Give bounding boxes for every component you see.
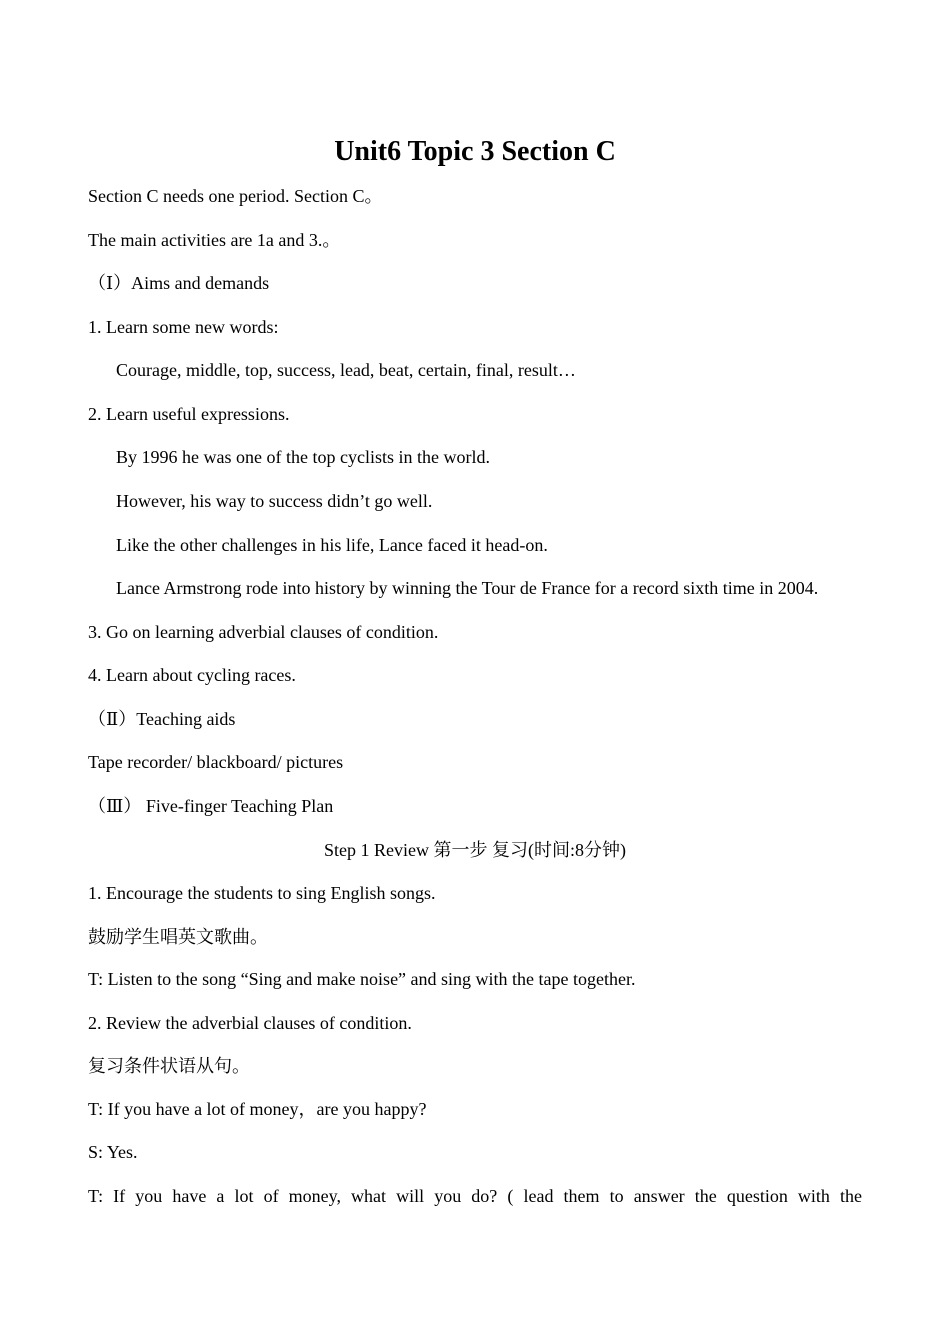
dialogue-line-teacher: T: Listen to the song “Sing and make noise” and sing with the tape together. bbox=[88, 969, 636, 989]
document-title: Unit6 Topic 3 Section C bbox=[334, 136, 616, 167]
list-item-expressions: 2. Learn useful expressions. bbox=[88, 404, 290, 424]
text-line-expression: However, his way to success didn’t go well. bbox=[116, 491, 433, 511]
dialogue-line-student: S: Yes. bbox=[88, 1142, 138, 1162]
list-item-new-words: 1. Learn some new words: bbox=[88, 317, 279, 337]
list-item-cycling-races: 4. Learn about cycling races. bbox=[88, 665, 296, 685]
step-heading: Step 1 Review 第一步 复习(时间:8分钟) bbox=[324, 840, 626, 860]
heading-teaching-aids: （Ⅱ）Teaching aids bbox=[88, 709, 236, 729]
text-line-expression: By 1996 he was one of the top cyclists in the world. bbox=[116, 447, 490, 467]
list-item-sing-songs: 1. Encourage the students to sing English songs. bbox=[88, 883, 436, 903]
heading-teaching-plan: （Ⅲ） Five-finger Teaching Plan bbox=[88, 796, 334, 816]
text-line-expression: Like the other challenges in his life, Lance faced it head-on. bbox=[116, 535, 548, 555]
dialogue-line-teacher: T: If you have a lot of money, what will you do? ( lead them to answer the question with the bbox=[88, 1186, 862, 1206]
text-line-main-activities: The main activities are 1a and 3.。 bbox=[88, 230, 341, 250]
text-line-chinese-note: 鼓励学生唱英文歌曲。 bbox=[88, 927, 268, 947]
text-line-word-list: Courage, middle, top, success, lead, beat, certain, final, result… bbox=[116, 360, 576, 380]
dialogue-line-teacher: T: If you have a lot of money，are you happy? bbox=[88, 1099, 427, 1119]
text-line-teaching-aids: Tape recorder/ blackboard/ pictures bbox=[88, 752, 344, 772]
list-item-adverbial-clauses: 3. Go on learning adverbial clauses of condition. bbox=[88, 622, 439, 642]
text-line-chinese-note: 复习条件状语从句。 bbox=[88, 1056, 250, 1076]
text-line-section-period: Section C needs one period. Section C。 bbox=[88, 186, 383, 206]
heading-aims-and-demands: （Ⅰ）Aims and demands bbox=[88, 273, 270, 293]
text-line-expression: Lance Armstrong rode into history by winning the Tour de France for a record sixth time in 2004. bbox=[116, 578, 819, 598]
list-item-review-clauses: 2. Review the adverbial clauses of condition. bbox=[88, 1013, 412, 1033]
